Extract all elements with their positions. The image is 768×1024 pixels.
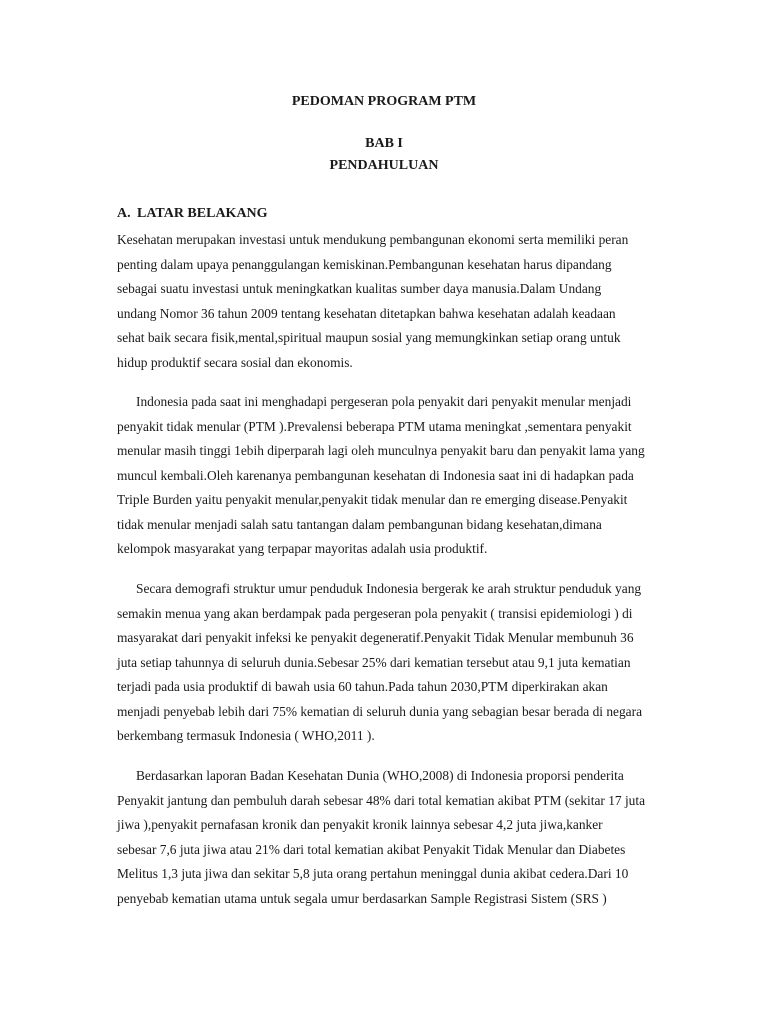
- section-title: LATAR BELAKANG: [137, 206, 268, 221]
- paragraph-line: penting dalam upaya penanggulangan kemiskinan.Pembangunan kesehatan harus dipandang: [117, 256, 612, 272]
- paragraph-line: terjadi pada usia produktif di bawah usia 60 tahun.Pada tahun 2030,PTM diperkirakan akan: [117, 679, 608, 694]
- paragraph-line: hidup produktif secara sosial dan ekonomis.: [117, 354, 353, 370]
- paragraph-line: penyakit tidak menular (PTM ).Prevalensi beberapa PTM utama meningkat ,sementara penyakit: [117, 418, 632, 434]
- paragraph-line: jiwa ),penyakit pernafasan kronik dan penyakit kronik lainnya sebesar 4,2 juta jiwa,kanker: [117, 817, 603, 832]
- paragraph-line: Secara demografi struktur umur penduduk Indonesia bergerak ke arah struktur penduduk yang: [136, 581, 642, 596]
- paragraph-line: tidak menular menjadi salah satu tantangan dalam pembangunan bidang kesehatan,dimana: [117, 516, 602, 532]
- paragraph-1: [117, 228, 667, 375]
- paragraph-4: [117, 764, 667, 911]
- paragraph-line: sebagai suatu investasi untuk meningkatkan kualitas sumber daya manusia.Dalam Undang: [117, 281, 602, 296]
- paragraph-line: menular masih tinggi 1ebih diperparah lagi oleh munculnya penyakit baru dan penyakit lama yang: [117, 443, 645, 458]
- section-heading: [117, 205, 268, 223]
- paragraph-line: sebesar 7,6 juta jiwa atau 21% dari total kematian akibat Penyakit Tidak Menular dan Diabetes: [117, 841, 626, 857]
- paragraph-line: masyarakat dari penyakit infeksi ke penyakit degeneratif.Penyakit Tidak Menular membunuh 36: [117, 630, 634, 645]
- paragraph-line: Kesehatan merupakan investasi untuk mendukung pembangunan ekonomi serta memiliki peran: [117, 232, 629, 247]
- chapter-title: PENDAHULUAN: [329, 158, 439, 173]
- section-number: A.: [117, 206, 131, 221]
- paragraph-line: Indonesia pada saat ini menghadapi pergeseran pola penyakit dari penyakit menular menjadi: [136, 394, 632, 409]
- paragraph-line: menjadi penyebab lebih dari 75% kematian di seluruh dunia yang sebagian besar berada di negara: [117, 703, 643, 719]
- paragraph-line: Melitus 1,3 juta jiwa dan sekitar 5,8 juta orang pertahun meninggal dunia akibat cedera.Dari 10: [117, 866, 629, 881]
- paragraph-line: semakin menua yang akan berdampak pada pergeseran pola penyakit ( transisi epidemiologi ) di: [117, 605, 633, 621]
- document-title: PEDOMAN PROGRAM PTM: [291, 94, 477, 109]
- paragraph-line: juta setiap tahunnya di seluruh dunia.Sebesar 25% dari kematian tersebut atau 9,1 juta kematian: [117, 654, 631, 670]
- paragraph-3: [117, 577, 667, 749]
- paragraph-line: berkembang termasuk Indonesia ( WHO,2011 ).: [117, 728, 375, 743]
- paragraph-2: [117, 390, 667, 562]
- chapter-number: BAB I: [365, 136, 403, 151]
- paragraph-line: kelompok masyarakat yang terpapar mayoritas adalah usia produktif.: [117, 541, 488, 556]
- paragraph-line: Triple Burden yaitu penyakit menular,penyakit tidak menular dan re emerging disease.Penyakit: [117, 492, 628, 507]
- paragraph-line: Berdasarkan laporan Badan Kesehatan Dunia (WHO,2008) di Indonesia proporsi penderita: [136, 768, 624, 783]
- paragraph-line: undang Nomor 36 tahun 2009 tentang kesehatan ditetapkan bahwa kesehatan adalah keadaan: [117, 305, 616, 321]
- paragraph-line: Penyakit jantung dan pembuluh darah sebesar 48% dari total kematian akibat PTM (sekitar 17 juta: [117, 792, 646, 808]
- paragraph-line: sehat baik secara fisik,mental,spiritual maupun sosial yang memungkinkan setiap orang untuk: [117, 330, 621, 345]
- paragraph-line: penyebab kematian utama untuk segala umur berdasarkan Sample Registrasi Sistem (SRS ): [117, 890, 607, 906]
- paragraph-line: muncul kembali.Oleh karenanya pembangunan kesehatan di Indonesia saat ini di hadapkan pada: [117, 467, 634, 483]
